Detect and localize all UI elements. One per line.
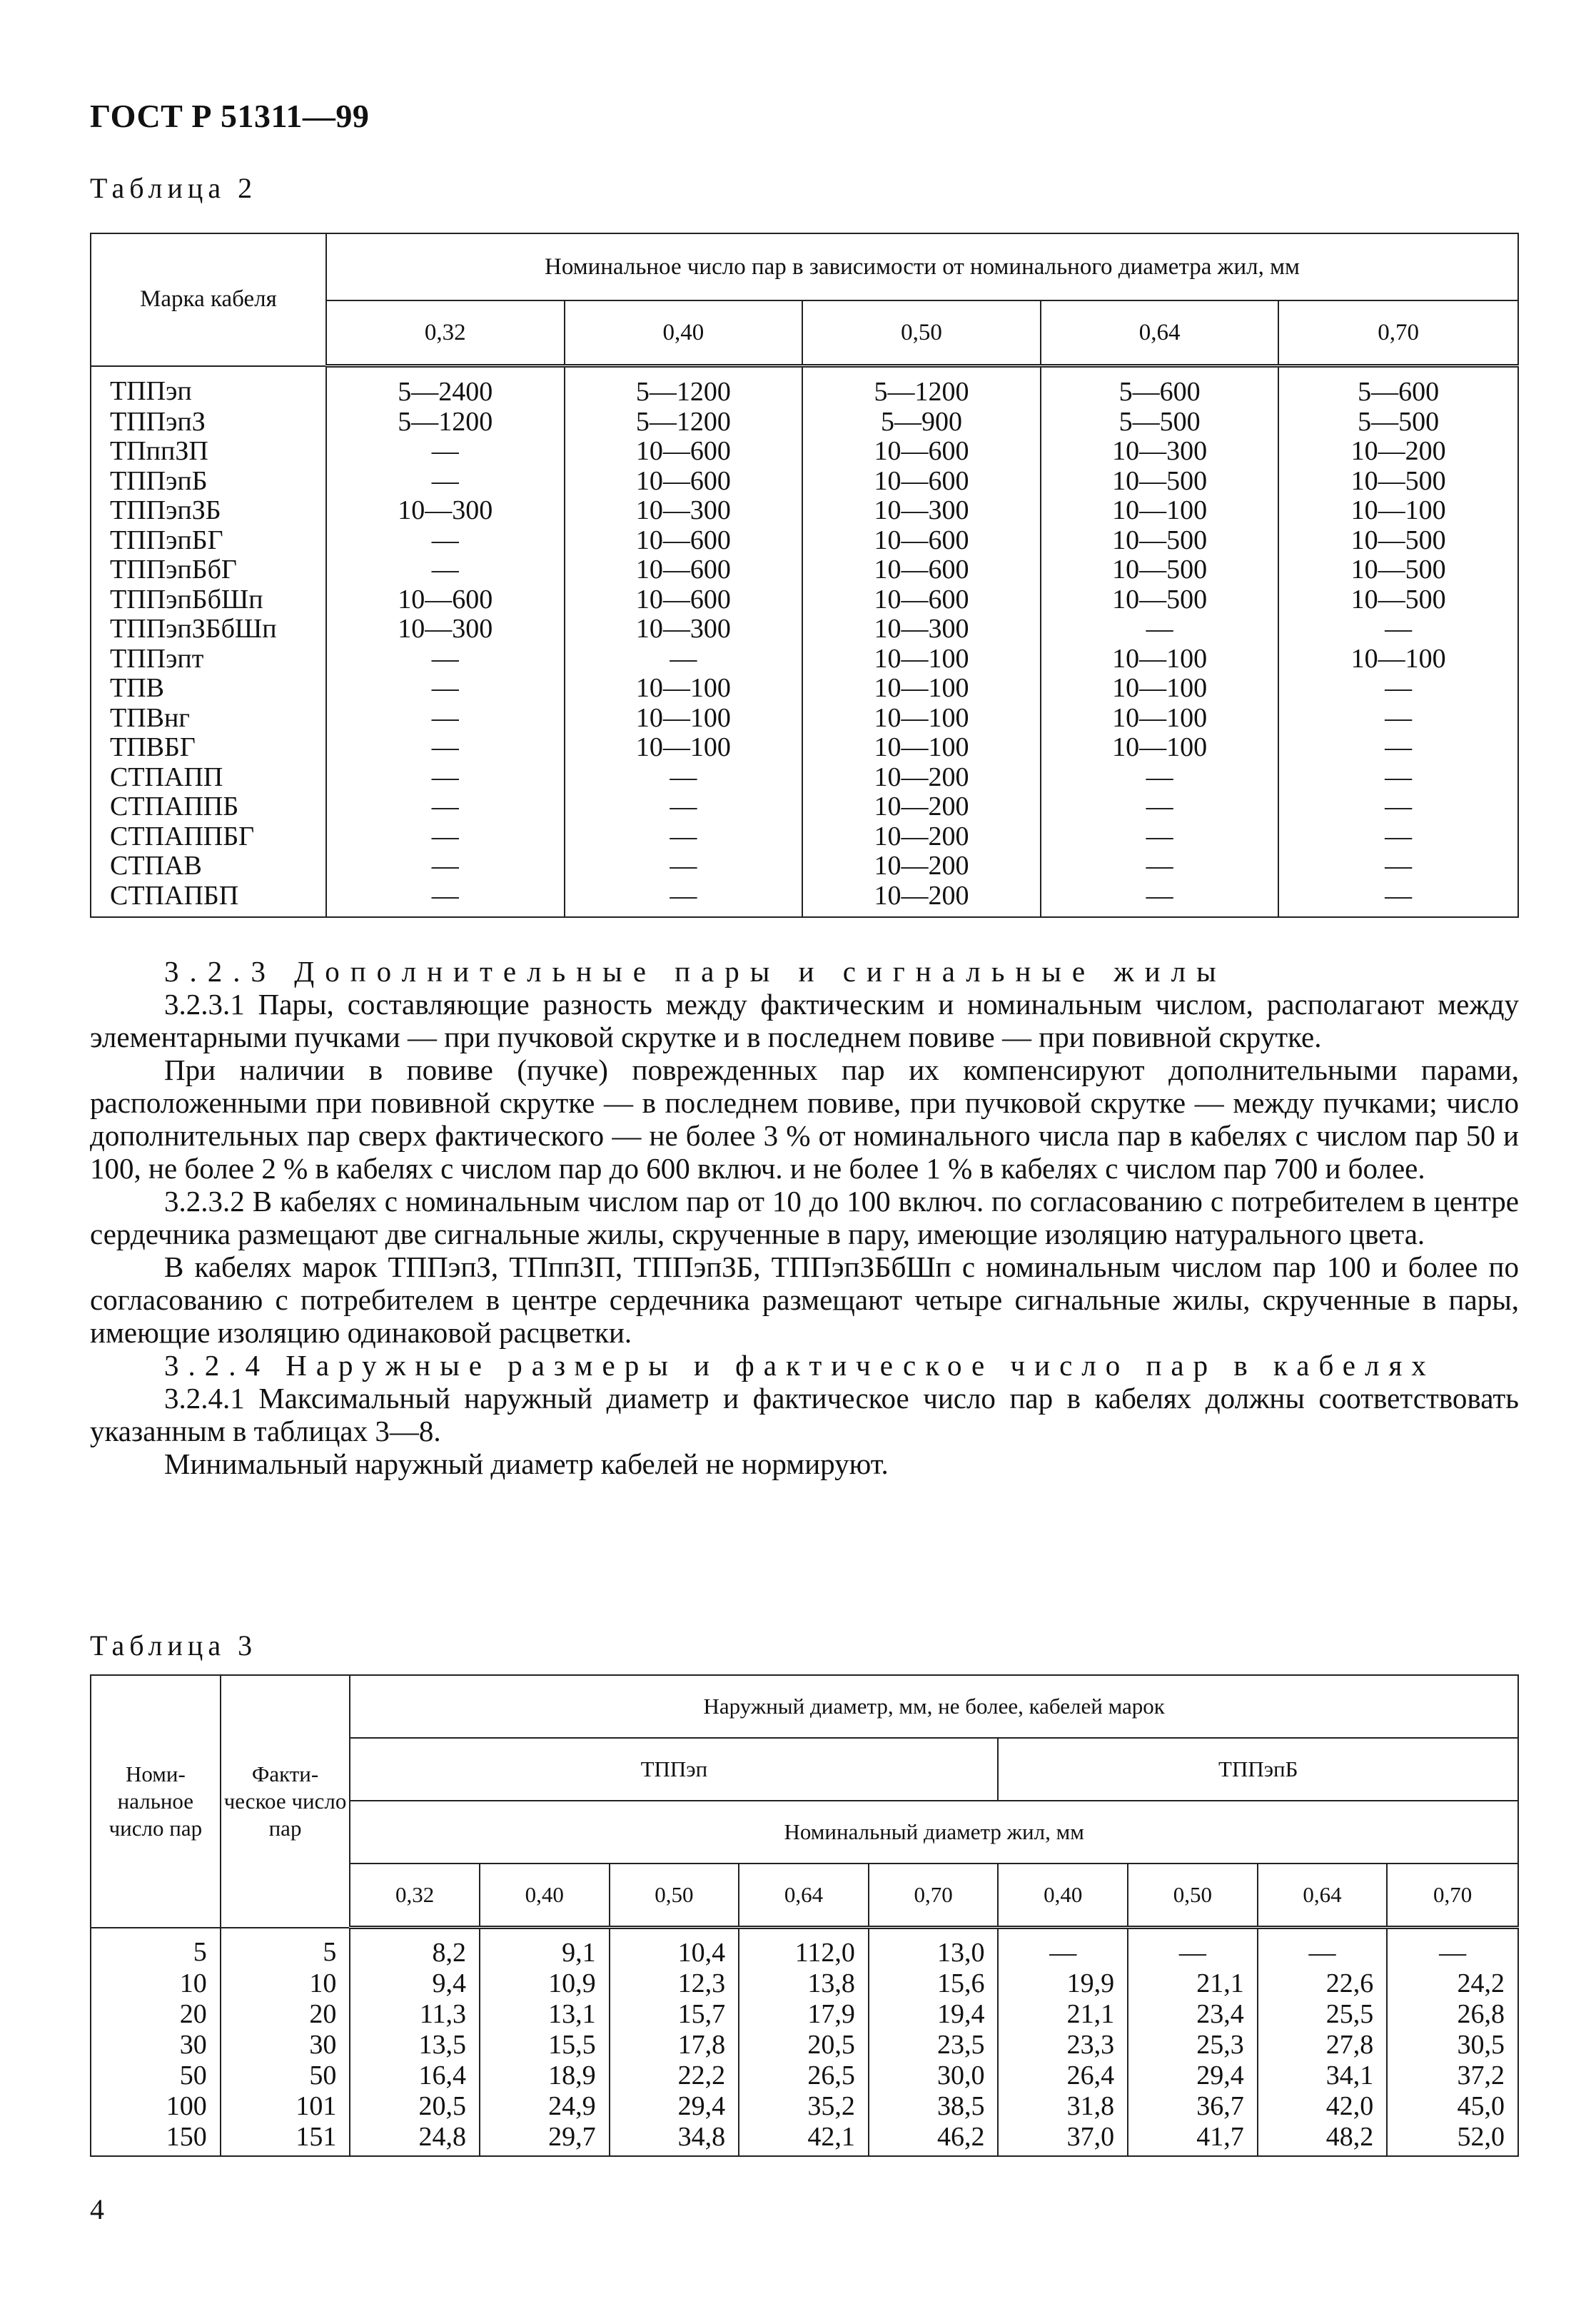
table3-diameter-value: 24,2: [1387, 1968, 1518, 1999]
table3-diameter-value: 25,3: [1128, 2030, 1258, 2060]
table2-diameter-header: 0,40: [565, 300, 803, 366]
table3-diameter-header: 0,32: [350, 1864, 480, 1928]
table3-diameter-value: 20,5: [350, 2091, 480, 2122]
table2-value-cell: 5—1200: [565, 408, 803, 438]
table3-diameter-value: 38,5: [869, 2091, 999, 2122]
table2-value-cell: —: [1278, 792, 1518, 822]
table2-diameter-header: 0,70: [1278, 300, 1518, 366]
table2-row: [91, 851, 1518, 881]
table2-value-cell: 10—100: [1278, 644, 1518, 674]
table2-cable-mark: ТППэпЗБбШп: [91, 615, 326, 644]
paragraph-3-2-3-2: 3.2.3.2 В кабелях с номинальным числом пар от 10 до 100 включ. по согласованию с потребителем в центре сердечника размещают две сигнальные жилы, скрученные в пару, имеющие изоляцию натурального цвета.: [90, 1185, 1519, 1250]
table3-nominal-pairs: 5: [91, 1928, 221, 1969]
table2-row: [91, 674, 1518, 704]
table2-value-cell: 10—100: [1041, 674, 1279, 704]
table2-value-cell: —: [565, 792, 803, 822]
table2-value-cell: 10—200: [802, 763, 1041, 793]
table2-value-cell: 10—600: [802, 585, 1041, 615]
table2-cable-mark: ТППэп: [91, 366, 326, 408]
table2-value-cell: 10—600: [565, 585, 803, 615]
table3-diameter-value: 29,7: [480, 2122, 610, 2156]
table3-nominal-pairs: 100: [91, 2091, 221, 2122]
paragraph-3-2-4-1-continued: Минимальный наружный диаметр кабелей не нормируют.: [164, 1447, 889, 1480]
table2-value-cell: —: [1041, 851, 1279, 881]
table2-value-cell: 5—500: [1278, 408, 1518, 438]
table2-cable-mark: ТППэпт: [91, 644, 326, 674]
table2-value-cell: —: [1278, 881, 1518, 918]
table2-diameter-header: 0,32: [326, 300, 565, 366]
table2-row: [91, 792, 1518, 822]
table2-value-cell: 10—100: [802, 644, 1041, 674]
table3-diameter-value: 31,8: [998, 2091, 1128, 2122]
table2-row: [91, 822, 1518, 852]
table2-value-cell: 10—200: [802, 881, 1041, 918]
paragraph-3-2-3-1: 3.2.3.1 Пары, составляющие разность между фактическим и номинальным числом, располагают между элементарными пучками — при пучковой скрутке и в последнем повиве — при повивной скрутке.: [90, 988, 1519, 1053]
table2-caption: Таблица 2: [90, 172, 258, 204]
table2-value-cell: 10—300: [802, 615, 1041, 644]
table2-cable-mark: СТПАПБП: [91, 881, 326, 918]
table3-diameter-value: 15,5: [480, 2030, 610, 2060]
table2-value-cell: —: [565, 763, 803, 793]
table3-diameter-value: 18,9: [480, 2060, 610, 2091]
table2-value-cell: 5—1200: [326, 408, 565, 438]
table2-value-cell: 10—100: [802, 733, 1041, 763]
table3-actual-pairs: 20: [221, 1999, 350, 2030]
table2-row: [91, 467, 1518, 497]
table2-value-cell: —: [1041, 615, 1279, 644]
table3-diameter-value: 52,0: [1387, 2122, 1518, 2156]
table2-value-cell: —: [1278, 851, 1518, 881]
table3-diameter-value: 35,2: [739, 2091, 869, 2122]
table2-value-cell: 10—600: [565, 437, 803, 467]
paragraph-3-2-4-1: 3.2.4.1 Максимальный наружный диаметр и фактическое число пар в кабелях должны соответствовать указанным в таблицах 3—8.: [90, 1382, 1519, 1447]
table2-value-cell: —: [565, 822, 803, 852]
table3-row: [91, 2030, 1518, 2060]
table2-value-cell: 10—200: [1278, 437, 1518, 467]
table3-nominal-pairs: 30: [91, 2030, 221, 2060]
table2-value-cell: 10—100: [1041, 644, 1279, 674]
table3-diameter-value: 13,0: [869, 1928, 999, 1969]
table2-value-cell: —: [326, 792, 565, 822]
table3-diameter-value: 10,4: [610, 1928, 739, 1969]
table3-diameter-value: 15,7: [610, 1999, 739, 2030]
table2-value-cell: —: [1278, 733, 1518, 763]
table2-value-cell: —: [1278, 704, 1518, 734]
table3-diameter-value: —: [1387, 1928, 1518, 1969]
table3-actual-pairs: 50: [221, 2060, 350, 2091]
table3-diameter-value: 26,4: [998, 2060, 1128, 2091]
table2-value-cell: —: [326, 644, 565, 674]
table2-cable-mark: СТПАППБ: [91, 792, 326, 822]
table3-diameter-value: 13,5: [350, 2030, 480, 2060]
table3-diameter-header: 0,40: [998, 1864, 1128, 1928]
table2-value-cell: 5—1200: [802, 366, 1041, 408]
table3-diameter-value: 23,3: [998, 2030, 1128, 2060]
table2-value-cell: 5—2400: [326, 366, 565, 408]
table2-row: [91, 615, 1518, 644]
table3-nominal-pairs: 10: [91, 1968, 221, 1999]
table2-value-cell: —: [326, 851, 565, 881]
table3-row: [91, 1999, 1518, 2030]
table2-row: [91, 881, 1518, 918]
table2-value-cell: 5—500: [1041, 408, 1279, 438]
table2-value-cell: —: [1278, 674, 1518, 704]
table3-diameter-header: 0,50: [1128, 1864, 1258, 1928]
table3-diameter-value: 45,0: [1387, 2091, 1518, 2122]
table2-value-cell: 10—200: [802, 792, 1041, 822]
table3-diameter-value: 26,5: [739, 2060, 869, 2091]
table3-diameter-value: 24,8: [350, 2122, 480, 2156]
table2-value-cell: 10—500: [1278, 555, 1518, 585]
table2-diameter-header: 0,50: [802, 300, 1041, 366]
table2-value-cell: —: [1041, 763, 1279, 793]
table3-diameter-value: 20,5: [739, 2030, 869, 2060]
table2-cable-mark: ТПВнг: [91, 704, 326, 734]
table2-value-cell: 10—100: [565, 674, 803, 704]
table2-value-cell: —: [1278, 763, 1518, 793]
table2-value-cell: —: [1041, 822, 1279, 852]
table2-value-cell: 10—100: [1041, 704, 1279, 734]
table2-value-cell: 10—600: [565, 526, 803, 556]
table2-value-cell: —: [326, 526, 565, 556]
table2-value-cell: 10—200: [802, 822, 1041, 852]
table2-value-cell: 10—600: [565, 467, 803, 497]
table3-row: [91, 2060, 1518, 2091]
table3-row: [91, 1968, 1518, 1999]
table3-diameter-value: 22,2: [610, 2060, 739, 2091]
table3-diameter-value: 15,6: [869, 1968, 999, 1999]
table2-value-cell: 10—500: [1041, 555, 1279, 585]
table2-value-cell: —: [565, 881, 803, 918]
table2-cable-mark: СТПАППБГ: [91, 822, 326, 852]
table2-value-cell: 5—600: [1041, 366, 1279, 408]
table2-value-cell: —: [326, 467, 565, 497]
table2-row: [91, 555, 1518, 585]
table2-value-cell: 10—100: [802, 674, 1041, 704]
table2-value-cell: —: [326, 733, 565, 763]
table3-diameter-value: 9,1: [480, 1928, 610, 1969]
table3-row: [91, 2091, 1518, 2122]
table2-value-cell: 10—600: [802, 526, 1041, 556]
table3-diameter-header: 0,64: [1258, 1864, 1388, 1928]
table2-value-cell: 10—300: [326, 615, 565, 644]
table3-diameter-value: —: [998, 1928, 1128, 1969]
table3-diameter-value: 34,8: [610, 2122, 739, 2156]
table3-diameter-header: 0,40: [480, 1864, 610, 1928]
table3-diameter-value: 21,1: [1128, 1968, 1258, 1999]
table2-value-cell: 10—500: [1041, 526, 1279, 556]
paragraph-3-2-3-2-continued: В кабелях марок ТППэпЗ, ТПппЗП, ТППэпЗБ, ТППэпЗБбШп с номинальным числом пар 100 и более по согласованию с потребителем в центре сердечника размещают четыре сигнальные жилы, скрученные в пары, имеющие изоляцию одинаковой расцветки.: [90, 1250, 1519, 1349]
table2-value-cell: 10—600: [565, 555, 803, 585]
table2-value-cell: 10—600: [802, 437, 1041, 467]
table2-value-cell: 10—300: [565, 496, 803, 526]
table3-actual-pairs: 30: [221, 2030, 350, 2060]
table3-diameter-value: 41,7: [1128, 2122, 1258, 2156]
table3-diameter-value: 37,0: [998, 2122, 1128, 2156]
table3-actual-pairs: 10: [221, 1968, 350, 1999]
table2-body: [91, 366, 1518, 918]
table3-diameter-value: 9,4: [350, 1968, 480, 1999]
table2-value-cell: —: [326, 555, 565, 585]
table3-body: [91, 1928, 1518, 2157]
table2-value-cell: —: [1041, 792, 1279, 822]
table3-diameter-value: 11,3: [350, 1999, 480, 2030]
table3-diameter-value: 46,2: [869, 2122, 999, 2156]
table3-diameter-header: 0,70: [869, 1864, 999, 1928]
table3-diameter-value: 30,0: [869, 2060, 999, 2091]
table2-cable-mark: ТПВБГ: [91, 733, 326, 763]
table3-subheader: Номинальный диаметр жил, мм: [350, 1801, 1518, 1864]
table2-value-cell: —: [565, 851, 803, 881]
table3-diameter-value: 24,9: [480, 2091, 610, 2122]
table2-cable-mark: ТППэпЗБ: [91, 496, 326, 526]
table2-row: [91, 733, 1518, 763]
table2-value-cell: 10—100: [802, 704, 1041, 734]
table3-diameter-value: 13,8: [739, 1968, 869, 1999]
table3-diameter-value: 112,0: [739, 1928, 869, 1969]
table2-value-cell: 10—300: [326, 496, 565, 526]
table3: [90, 1674, 1519, 2157]
table2-value-cell: —: [1278, 615, 1518, 644]
table3-actual-pairs: 151: [221, 2122, 350, 2156]
table2-value-cell: —: [326, 881, 565, 918]
table2-cable-mark: ТППэпБГ: [91, 526, 326, 556]
table2-cable-mark: ТПВ: [91, 674, 326, 704]
table3-diameter-value: 19,4: [869, 1999, 999, 2030]
table2-value-cell: 10—500: [1278, 526, 1518, 556]
table2-row: [91, 366, 1518, 408]
table2-value-cell: 10—100: [565, 704, 803, 734]
table2-value-cell: 10—600: [326, 585, 565, 615]
table2: [90, 233, 1519, 918]
table3-diameter-value: 12,3: [610, 1968, 739, 1999]
table3-diameter-value: 13,1: [480, 1999, 610, 2030]
paragraph-3-2-3-1-continued: При наличии в повиве (пучке) поврежденных пар их компенсируют дополнительными парами, расположенными при повивной скрутке — в последнем повиве, при пучковой скрутке — между пучками; число дополнительных пар сверх фактического — не более 3 % от номинального числа пар в кабелях с числом пар 50 и 100, не более 2 % в кабелях с числом пар до 600 включ. и не более 1 % в кабелях с числом пар 700 и более.: [90, 1053, 1519, 1185]
table3-diameter-header: 0,64: [739, 1864, 869, 1928]
table2-diameter-header: 0,64: [1041, 300, 1279, 366]
table2-value-cell: 5—1200: [565, 366, 803, 408]
table2-value-cell: 10—100: [565, 733, 803, 763]
table2-value-cell: 10—100: [1041, 496, 1279, 526]
table3-brand-header: ТППэп: [350, 1738, 998, 1801]
table3-diameter-value: 48,2: [1258, 2122, 1388, 2156]
document-header: ГОСТ Р 51311—99: [90, 98, 370, 134]
table3-nominal-pairs: 50: [91, 2060, 221, 2091]
table2-value-cell: —: [326, 704, 565, 734]
table3-diameter-value: 29,4: [1128, 2060, 1258, 2091]
table2-row: [91, 408, 1518, 438]
table2-cable-mark: СТПАВ: [91, 851, 326, 881]
table2-value-cell: 10—300: [565, 615, 803, 644]
table2-value-cell: 10—100: [1041, 733, 1279, 763]
table3-diameter-value: 23,5: [869, 2030, 999, 2060]
table2-cable-mark: ТПппЗП: [91, 437, 326, 467]
table3-diameter-value: 30,5: [1387, 2030, 1518, 2060]
table3-actual-pairs: 101: [221, 2091, 350, 2122]
table3-diameter-value: 16,4: [350, 2060, 480, 2091]
table3-brand-header: ТППэпБ: [998, 1738, 1518, 1801]
table2-value-cell: 10—600: [802, 467, 1041, 497]
table3-diameter-value: 17,9: [739, 1999, 869, 2030]
table2-value-cell: 10—100: [1278, 496, 1518, 526]
table3-diameter-value: 22,6: [1258, 1968, 1388, 1999]
table2-cable-mark: ТППэпБбГ: [91, 555, 326, 585]
table3-diameter-value: 25,5: [1258, 1999, 1388, 2030]
table2-value-cell: 10—300: [1041, 437, 1279, 467]
table3-actual-pairs-header: Факти-ческое число пар: [221, 1675, 350, 1928]
section-heading-3-2-3: 3.2.3 Дополнительные пары и сигнальные жилы: [164, 955, 1227, 988]
table2-cable-mark: ТППэпБбШп: [91, 585, 326, 615]
table3-actual-pairs: 5: [221, 1928, 350, 1969]
table3-row: [91, 2122, 1518, 2156]
table2-value-cell: —: [565, 644, 803, 674]
table3-diameter-value: 27,8: [1258, 2030, 1388, 2060]
table2-row: [91, 437, 1518, 467]
table2-value-cell: —: [326, 763, 565, 793]
table2-value-cell: 5—600: [1278, 366, 1518, 408]
table3-diameter-value: 17,8: [610, 2030, 739, 2060]
table3-diameter-header: 0,50: [610, 1864, 739, 1928]
table2-value-cell: 10—600: [802, 555, 1041, 585]
table2-row: [91, 644, 1518, 674]
table3-diameter-value: 19,9: [998, 1968, 1128, 1999]
table3-diameter-value: —: [1128, 1928, 1258, 1969]
table3-diameter-value: 26,8: [1387, 1999, 1518, 2030]
table2-mark-header: Марка кабеля: [91, 233, 326, 366]
table3-diameter-value: —: [1258, 1928, 1388, 1969]
table2-value-cell: 10—500: [1278, 585, 1518, 615]
table2-cable-mark: ТППэпБ: [91, 467, 326, 497]
table3-caption: Таблица 3: [90, 1629, 258, 1662]
table2-value-cell: 10—500: [1041, 585, 1279, 615]
page-number: 4: [90, 2193, 104, 2225]
table2-value-cell: 10—200: [802, 851, 1041, 881]
table3-diameter-value: 10,9: [480, 1968, 610, 1999]
table2-cable-mark: ТППэпЗ: [91, 408, 326, 438]
table2-row: [91, 526, 1518, 556]
table3-diameter-value: 36,7: [1128, 2091, 1258, 2122]
table3-diameter-value: 21,1: [998, 1999, 1128, 2030]
table3-diameter-value: 23,4: [1128, 1999, 1258, 2030]
table3-diameter-value: 37,2: [1387, 2060, 1518, 2091]
table3-nominal-pairs: 150: [91, 2122, 221, 2156]
table2-row: [91, 496, 1518, 526]
table3-diameter-value: 8,2: [350, 1928, 480, 1969]
table2-row: [91, 704, 1518, 734]
table3-diameter-value: 42,1: [739, 2122, 869, 2156]
table2-value-cell: 5—900: [802, 408, 1041, 438]
table2-value-cell: —: [1041, 881, 1279, 918]
table2-value-cell: 10—500: [1278, 467, 1518, 497]
table2-cable-mark: СТПАПП: [91, 763, 326, 793]
table3-diameter-header: 0,70: [1387, 1864, 1518, 1928]
table2-row: [91, 585, 1518, 615]
table3-diameter-value: 34,1: [1258, 2060, 1388, 2091]
table2-group-header: Номинальное число пар в зависимости от номинального диаметра жил, мм: [326, 233, 1518, 300]
table2-value-cell: —: [326, 674, 565, 704]
table3-diameter-value: 42,0: [1258, 2091, 1388, 2122]
table2-value-cell: —: [1278, 822, 1518, 852]
table2-row: [91, 763, 1518, 793]
section-heading-3-2-4: 3.2.4 Наружные размеры и фактическое число пар в кабелях: [164, 1349, 1435, 1382]
table2-value-cell: —: [326, 822, 565, 852]
table2-value-cell: 10—500: [1041, 467, 1279, 497]
section-text: [90, 955, 1519, 1480]
table3-diameter-value: 29,4: [610, 2091, 739, 2122]
table3-nominal-pairs-header: Номи-нальное число пар: [91, 1675, 221, 1928]
table2-value-cell: —: [326, 437, 565, 467]
table3-group-header: Наружный диаметр, мм, не более, кабелей марок: [350, 1675, 1518, 1738]
table3-row: [91, 1928, 1518, 1969]
table2-value-cell: 10—300: [802, 496, 1041, 526]
table3-nominal-pairs: 20: [91, 1999, 221, 2030]
